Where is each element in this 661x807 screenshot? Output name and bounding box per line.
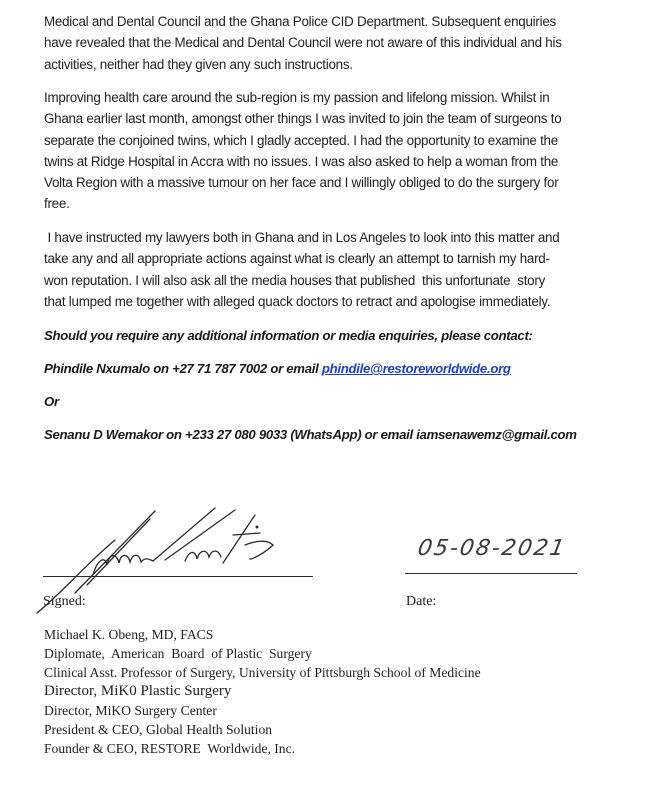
text-line: that lumped me together with alleged quack doctors to retract and apologise immediately. xyxy=(44,293,551,309)
signature-line xyxy=(43,576,313,577)
text-line: separate the conjoined twins, which I gladly accepted. I had the opportunity to examine the xyxy=(44,132,558,148)
credential-line: Founder & CEO, RESTORE Worldwide, Inc. xyxy=(44,741,296,756)
text-line: Improving health care around the sub-region is my passion and lifelong mission. Whilst in xyxy=(44,90,550,105)
credential-line: Clinical Asst. Professor of Surgery, University of Pittsburgh School of Medicine xyxy=(44,665,481,680)
contact-senanu: Senanu D Wemakor on +233 27 080 9033 (WhatsApp) or email iamsenawemz@gmail.com xyxy=(44,427,577,442)
date-label: Date: xyxy=(406,594,437,609)
date-line xyxy=(405,573,577,574)
credentials-block xyxy=(44,625,481,758)
paragraph-mission xyxy=(44,87,644,215)
contact-phindile-text: Phindile Nxumalo on +27 71 787 7002 or email xyxy=(44,361,322,376)
text-line: take any and all appropriate actions against what is clearly an attempt to tarnish my hard- xyxy=(44,251,550,267)
credential-line: President & CEO, Global Health Solution xyxy=(44,722,273,737)
credential-line: Director, MiKO Surgery Center xyxy=(44,703,217,718)
contact-intro: Should you require any additional information or media enquiries, please contact: xyxy=(44,328,533,343)
text-line: have revealed that the Medical and Dental Council were not aware of this individual and his xyxy=(44,35,562,51)
credential-line: Diplomate, American Board of Plastic Surgery xyxy=(44,646,312,661)
text-line: twins at Ridge Hospital in Accra with no issues. I was also asked to help a woman from the xyxy=(44,153,559,169)
signed-label: Signed: xyxy=(43,594,86,609)
text-line: I have instructed my lawyers both in Ghana and in Los Angeles to look into this matter and xyxy=(44,230,560,245)
text-line: activities, neither had they given any such instructions. xyxy=(44,56,353,72)
text-line: Medical and Dental Council and the Ghana Police CID Department. Subsequent enquiries xyxy=(44,14,556,29)
handwritten-date: 05-08-2021 xyxy=(415,536,569,561)
contact-or-label: Or xyxy=(44,394,59,409)
contact-phindile xyxy=(44,361,511,376)
text-line: Ghana earlier last month, amongst other things I was invited to join the team of surgeons to xyxy=(44,111,562,127)
email-link-phindile[interactable]: phindile@restoreworldwide.org xyxy=(321,361,511,376)
text-line: won reputation. I will also ask all the media houses that published this unfortunate story xyxy=(44,272,546,288)
paragraph-enquiries xyxy=(44,11,644,75)
text-line: Volta Region with a massive tumour on her face and I willingly obliged to do the surgery for xyxy=(44,175,559,191)
credential-name: Michael K. Obeng, MD, FACS xyxy=(44,627,214,642)
text-line: free. xyxy=(44,196,70,212)
credential-line: Director, MiK0 Plastic Surgery xyxy=(44,683,232,699)
paragraph-legal-action xyxy=(44,227,644,312)
